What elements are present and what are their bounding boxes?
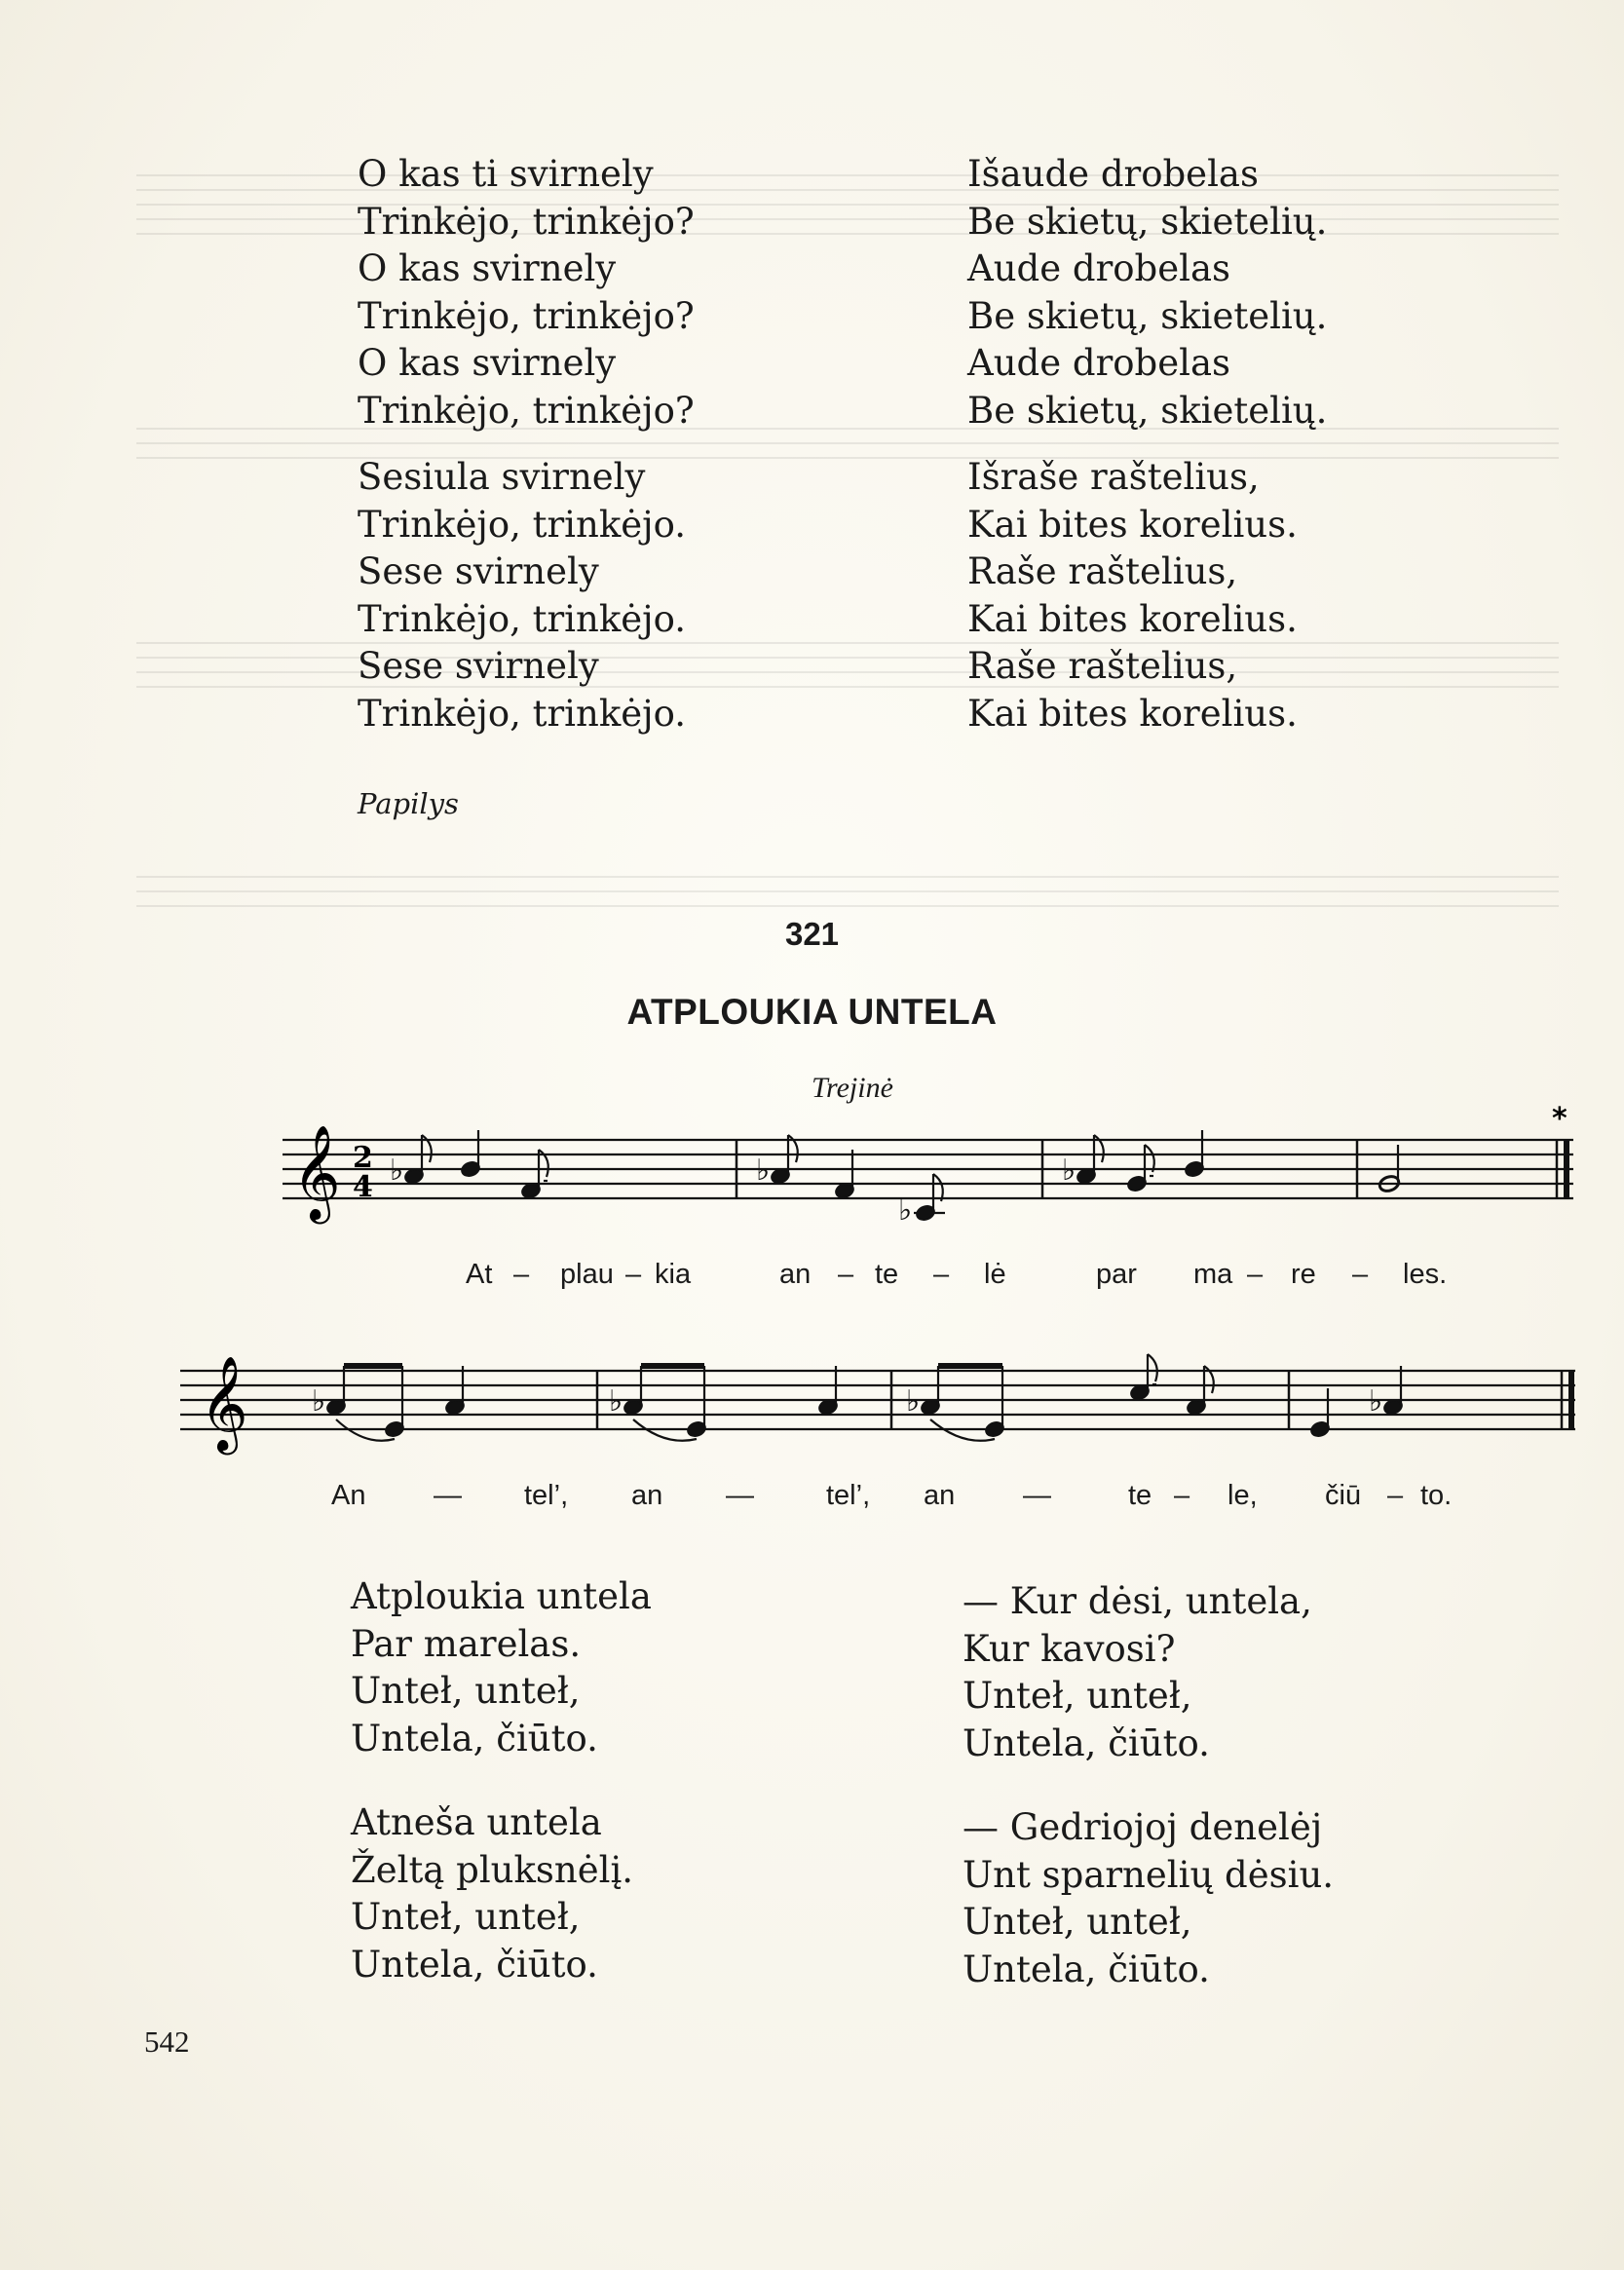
bleed-through-texture [136, 136, 1559, 1987]
staff2-notes [312, 1354, 1571, 1441]
svg-text:♭: ♭ [898, 1193, 913, 1228]
verse-line: Unteł, unteł, [351, 1896, 581, 1938]
staff1-lyric: kia [655, 1259, 692, 1290]
fermata-mark: * [1552, 1102, 1567, 1136]
staff1-lyric: – [1352, 1259, 1369, 1290]
verse-line: Be skietų, skietelių. [967, 389, 1328, 432]
top-right-column [967, 151, 1327, 738]
staff2-lyric: — [1023, 1480, 1051, 1511]
verse-line: O kas svirnely [358, 247, 617, 289]
staff1-lyric: re [1291, 1259, 1316, 1290]
music-staff-2 [180, 1340, 1583, 1476]
tempo-marking: Trejinė [812, 1072, 893, 1104]
verse-line: Atploukia untela [351, 1575, 652, 1617]
verse-line: Aude drobelas [967, 247, 1231, 289]
staff1-lyric: – [933, 1259, 950, 1290]
staff1-lyric: – [513, 1259, 530, 1290]
verse-line: Sesiula svirnely [358, 456, 646, 498]
svg-text:♭: ♭ [756, 1154, 771, 1188]
verse-line: Trinkėjo, trinkėjo. [358, 692, 687, 735]
verse-line: Kai bites korelius. [967, 503, 1298, 546]
staff2-lyric: – [1174, 1480, 1190, 1511]
staff1-lyric: – [838, 1259, 854, 1290]
time-signature-bottom: 4 [353, 1170, 373, 1204]
verse-line: Kai bites korelius. [967, 597, 1298, 640]
staff1-lyric: – [1247, 1259, 1264, 1290]
svg-text:♭: ♭ [609, 1384, 623, 1419]
svg-text:♭: ♭ [1062, 1154, 1076, 1188]
verse-line: Raše raštelius, [967, 645, 1238, 687]
verse-line: Sese svirnely [358, 645, 599, 687]
svg-text:♭: ♭ [312, 1384, 326, 1419]
staff1-lyric: lė [984, 1259, 1006, 1290]
song-number: 321 [784, 916, 840, 952]
verse-line: Untela, čiūto. [351, 1717, 598, 1759]
verse-line: — Gedriojoj denelėj [963, 1806, 1323, 1848]
verse-line: Par marelas. [351, 1622, 582, 1665]
verse-line: Be skietų, skietelių. [967, 294, 1328, 337]
verse-line: Atneša untela [351, 1801, 602, 1843]
staff2-lyric: tel’, [826, 1480, 871, 1511]
staff1-lyric: te [875, 1259, 899, 1290]
bottom-right-column [963, 1578, 1334, 1993]
verse-line: Kai bites korelius. [967, 692, 1298, 735]
song-title: ATPLOUKIA UNTELA [626, 992, 998, 1032]
staff1-lyric: ma [1193, 1259, 1233, 1290]
staff2-lyric: an [924, 1480, 956, 1511]
page-number: 542 [144, 2024, 190, 2059]
staff1-lyric: les. [1403, 1259, 1448, 1290]
verse-line: Untela, čiūto. [351, 1943, 598, 1986]
staff2-lyric: — [434, 1480, 462, 1511]
svg-text:♭: ♭ [1369, 1384, 1383, 1419]
verse-line: Išraše raštelius, [967, 456, 1260, 498]
staff2-lyric: le, [1227, 1480, 1258, 1511]
svg-text:♭: ♭ [906, 1384, 921, 1419]
staff2-lyric: – [1387, 1480, 1404, 1511]
staff1-lyric: – [625, 1259, 642, 1290]
verse-line: Be skietų, skietelių. [967, 200, 1328, 243]
verse-line: O kas ti svirnely [358, 153, 654, 195]
verse-line: Trinkėjo, trinkėjo. [358, 503, 687, 546]
staff1-lyric: plau [560, 1259, 614, 1290]
staff2-lyric: te [1128, 1480, 1152, 1511]
verse-line: Unteł, unteł, [351, 1670, 581, 1712]
verse-line: Untela, čiūto. [963, 1948, 1210, 1990]
verse-line: Unteł, unteł, [963, 1901, 1192, 1943]
source-location: Papilys [358, 787, 459, 820]
staff1-lyric: an [779, 1259, 812, 1290]
staff2-lyric: tel’, [524, 1480, 569, 1511]
treble-clef-icon: 𝄞 [200, 1355, 248, 1451]
svg-text:♭: ♭ [390, 1154, 404, 1188]
treble-clef-icon: 𝄞 [292, 1124, 341, 1220]
verse-line: O kas svirnely [358, 342, 617, 384]
staff2-lyric: an [631, 1480, 663, 1511]
verse-line: Kur kavosi? [963, 1627, 1176, 1670]
staff2-lyric: An [331, 1480, 366, 1511]
verse-line: Sese svirnely [358, 550, 599, 592]
verse-line: Trinkėjo, trinkėjo. [358, 597, 687, 640]
bottom-left-column [351, 1573, 652, 1988]
verse-line: Išaude drobelas [967, 153, 1259, 195]
staff2-lyric: to. [1420, 1480, 1453, 1511]
staff1-notes [390, 1130, 1567, 1228]
verse-line: Želtą pluksnėlį. [351, 1848, 634, 1891]
verse-line: Trinkėjo, trinkėjo? [358, 389, 695, 432]
verse-line: Untela, čiūto. [963, 1721, 1210, 1764]
verse-line: Unteł, unteł, [963, 1675, 1192, 1717]
verse-line: — Kur dėsi, untela, [963, 1580, 1312, 1622]
verse-line: Aude drobelas [967, 342, 1231, 384]
staff2-lyric: — [726, 1480, 754, 1511]
top-left-column [358, 151, 695, 738]
verse-line: Trinkėjo, trinkėjo? [358, 200, 695, 243]
time-signature-top: 2 [353, 1141, 373, 1175]
music-staff-1 [283, 1102, 1578, 1247]
staff1-lyric: par [1096, 1259, 1137, 1290]
verse-line: Raše raštelius, [967, 550, 1238, 592]
staff1-lyric: At [466, 1259, 493, 1290]
verse-line: Unt sparnelių dėsiu. [963, 1853, 1335, 1896]
verse-line: Trinkėjo, trinkėjo? [358, 294, 695, 337]
staff2-lyric: čiū [1325, 1480, 1362, 1511]
